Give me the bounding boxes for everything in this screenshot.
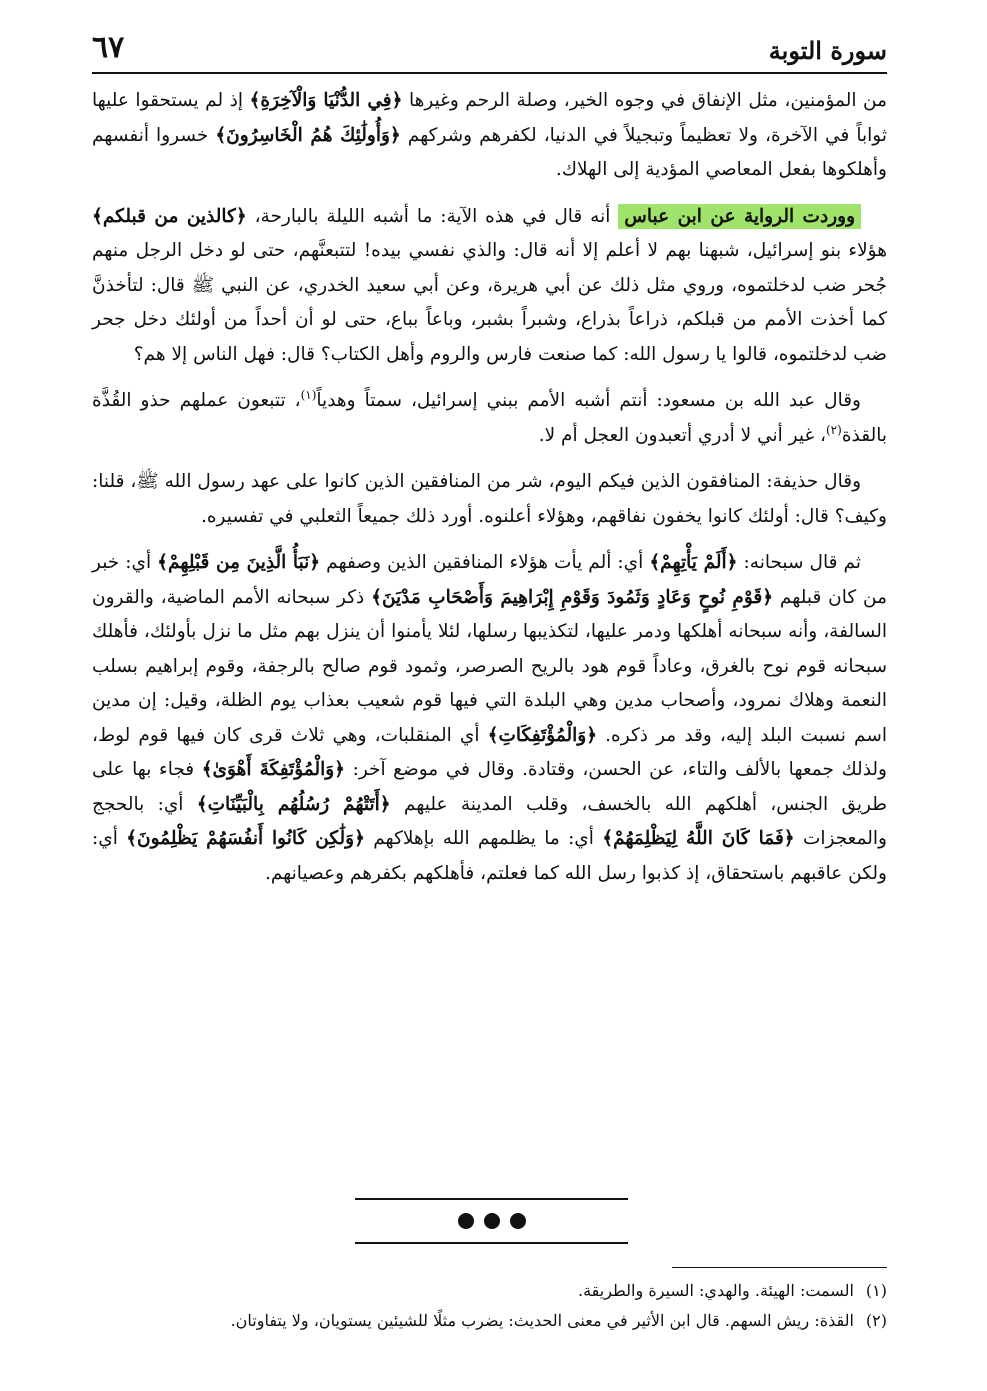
- footnote-divider: [672, 1267, 887, 1268]
- text-segment: أي: خبر من كان قبلهم: [92, 552, 887, 608]
- quran-verse: ﴿وَلَٰكِن كَانُوا أَنفُسَهُمْ يَظْلِمُونَ﴾: [126, 828, 365, 849]
- section-separator: [355, 1196, 628, 1246]
- text-segment: ، غير أني لا أدري أتعبدون العجل أم لا.: [538, 424, 826, 446]
- quran-verse: ﴿وَالْمُؤْتَفِكَةَ أَهْوَىٰ﴾: [201, 759, 346, 780]
- quran-verse: ﴿فِي الدُّنْيَا وَالْآخِرَةِ﴾: [249, 90, 403, 111]
- highlighted-text: ووردت الرواية عن ابن عباس: [618, 204, 861, 229]
- text-segment: أي: بالحجج والمعجزات: [92, 793, 887, 849]
- paragraph: [92, 384, 887, 453]
- footnote-ref: (١): [300, 387, 317, 402]
- footnote-text: السمت: الهيئة. والهدي: السيرة والطريقة.: [578, 1281, 854, 1300]
- page-header: [92, 30, 887, 70]
- dot-icon: [458, 1213, 474, 1229]
- separator-line-bottom: [355, 1242, 628, 1244]
- paragraph: [92, 84, 887, 188]
- footnote: [92, 1276, 887, 1306]
- paragraph: [92, 546, 887, 891]
- dot-icon: [510, 1213, 526, 1229]
- separator-line-top: [355, 1198, 628, 1200]
- text-segment: من المؤمنين، مثل الإنفاق في وجوه الخير، وصلة الرحم وغيرها: [402, 90, 888, 111]
- text-segment: وقال حذيفة: المنافقون الذين فيكم اليوم، شر من المنافقين الذين كانوا على عهد رسول الله ﷺ، قلنا: وكيف؟ قال: أولئك كانوا يخفون نفاقهم، وهؤلاء أعلنوه. أورد ذلك جميعاً الثعلبي في تفسيره.: [92, 471, 887, 527]
- text-segment: ، تتبعون عملهم حذو القُذَّة بالقذة: [92, 390, 887, 446]
- main-text: [92, 84, 887, 903]
- text-segment: وقال عبد الله بن مسعود: أنتم أشبه الأمم ببني إسرائيل، سمتاً وهدياً: [316, 390, 861, 411]
- footnote-ref: (٢): [825, 422, 842, 437]
- quran-verse: ﴿وَالْمُؤْتَفِكَاتِ﴾: [487, 724, 598, 746]
- text-segment: خسروا أنفسهم وأهلكوها بفعل المعاصي المؤدية إلى الهلاك.: [92, 124, 887, 180]
- quran-verse: ﴿أَتَتْهُمْ رُسُلُهُم بِالْبَيِّنَاتِ﴾: [196, 793, 391, 815]
- text-segment: هؤلاء بنو إسرائيل، شبهنا بهم لا أعلم إلا أنه قال: والذي نفسي بيده! لتتبعنَّهم، حتى لو دخل الرجل منهم جُحر ضب لدخلتموه، وروي مثل ذلك عن أبي هريرة، وعن أبي سعيد الخدري، عن النبي ﷺ قال: لتأخذنَّ كما أخذت الأمم من قبلكم، ذراعاً بذراع، وشبراً بشبر، وباعاً بباع، حتى لو أن أحداً من أولئك دخل جحر ضب لدخلتموه، قالوا يا رسول الله: كما صنعت فارس والروم وأهل الكتاب؟ قال: فهل الناس إلا هم؟: [92, 240, 887, 365]
- text-segment: أنه قال في هذه الآية: ما أشبه الليلة بالبارحة،: [246, 205, 619, 227]
- footnotes: [92, 1276, 887, 1336]
- text-segment: أي: ما يظلمهم الله بإهلاكهم: [364, 828, 603, 849]
- quran-verse: ﴿قَوْمِ نُوحٍ وَعَادٍ وَثَمُودَ وَقَوْمِ إِبْرَاهِيمَ وَأَصْحَابِ مَدْيَنَ﴾: [371, 586, 774, 608]
- quran-verse: ﴿نَبَأُ الَّذِينَ مِن قَبْلِهِمْ﴾: [157, 552, 321, 573]
- surah-title: سورة التوبة: [768, 36, 887, 65]
- quran-verse: ﴿كالذين من قبلكم﴾: [92, 205, 247, 227]
- paragraph: [92, 465, 887, 534]
- paragraph: [92, 200, 887, 373]
- footnote-text: القذة: ريش السهم. قال ابن الأثير في معنى الحديث: يضرب مثلًا للشيئين يستويان، ولا يتفاوتان.: [230, 1311, 854, 1330]
- text-segment: أي المنقلبات، وهي ثلاث قرى كان فيها قوم لوط، ولذلك جمعها بالألف والتاء، عن الحسن، وقتادة. وقال في موضع آخر:: [92, 724, 887, 780]
- quran-verse: ﴿فَمَا كَانَ اللَّهُ لِيَظْلِمَهُمْ﴾: [602, 828, 795, 849]
- footnote: [92, 1306, 887, 1336]
- page-number: ٦٧: [92, 30, 125, 65]
- dot-icon: [484, 1213, 500, 1229]
- text-segment: ثم قال سبحانه:: [737, 552, 861, 573]
- text-segment: فجاء بها على طريق الجنس، أهلكهم الله بالخسف، وقلب المدينة عليهم: [92, 759, 887, 815]
- header-divider: [92, 72, 887, 74]
- footnote-number: (١): [865, 1281, 887, 1300]
- quran-verse: ﴿وَأُولَٰئِكَ هُمُ الْخَاسِرُونَ﴾: [215, 124, 401, 146]
- quran-verse: ﴿أَلَمْ يَأْتِهِمْ﴾: [649, 552, 738, 573]
- text-segment: أي: ولكن عاقبهم باستحقاق، إذ كذبوا رسل الله كما فعلتم، فأهلكهم بكفرهم وعصيانهم.: [92, 828, 887, 884]
- text-segment: ذكر سبحانه الأمم الماضية، والقرون السالفة، وأنه سبحانه أهلكها ودمر عليها، لتكذيبها رسلها، لئلا يأمنوا أن ينزل بهم مثل ما نزل بأولئك، فأهلك سبحانه قوم نوح بالغرق، وعاداً قوم هود بالريح الصرصر، وثمود قوم صالح بالرجفة، وقوم إبراهيم بسلب النعمة وهلاك نمرود، وأصحاب مدين وهي البلدة التي فيها قوم شعيب بعذاب يوم الظلة، وقيل: إن مدين اسم نسبت البلد إليه، وقد مر ذكره.: [92, 586, 887, 746]
- text-segment: إذ لم يستحقوا عليها ثواباً في الآخرة، ولا تعظيماً وتبجيلاً في الدنيا، لكفرهم وشركهم: [92, 90, 887, 146]
- separator-dots: [355, 1210, 628, 1234]
- footnote-number: (٢): [865, 1311, 887, 1330]
- text-segment: أي: ألم يأت هؤلاء المنافقين الذين وصفهم: [320, 552, 650, 573]
